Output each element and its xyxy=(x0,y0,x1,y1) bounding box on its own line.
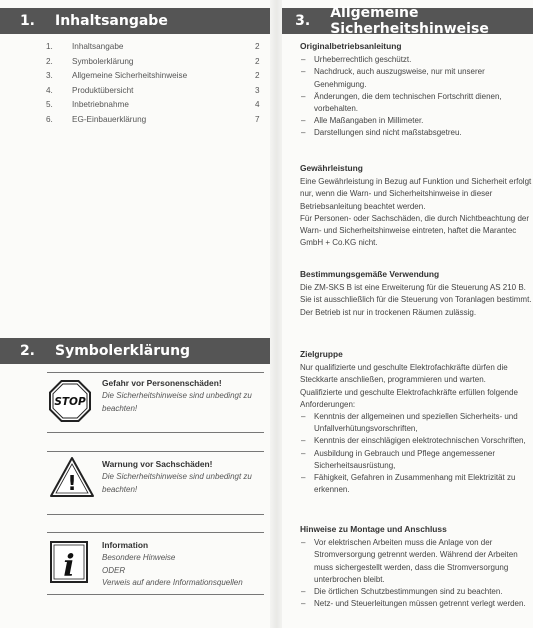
bullet-item: – Urheberrechtlich geschützt. xyxy=(300,54,533,66)
toc-number: 1. xyxy=(46,42,53,51)
section-title: Allgemeine Sicherheitshinweise xyxy=(330,5,489,37)
block-title: Zielgruppe xyxy=(300,349,343,359)
bullet-item: – Darstellungen sind nicht maßstabsgetreu. xyxy=(300,127,533,139)
toc-number: 4. xyxy=(46,85,53,95)
symbol-stop xyxy=(47,372,264,436)
symbol-line: Die Sicherheitshinweise sind unbedingt zu xyxy=(102,472,252,481)
divider xyxy=(47,432,264,433)
block-title: Hinweise zu Montage und Anschluss xyxy=(300,524,447,534)
toc-number: 3. xyxy=(46,71,53,80)
toc-number: 5. xyxy=(46,100,53,109)
section-number: 2. xyxy=(19,343,35,359)
divider xyxy=(47,594,264,595)
block-originalbetriebsanleitung xyxy=(300,40,533,140)
bullet-item: – Kenntnis der einschlägigen elektrotechnischen Vorschriften, xyxy=(300,435,533,447)
toc-row[interactable] xyxy=(0,86,270,101)
toc-label: Produktübersicht xyxy=(72,85,134,95)
paragraph: Der Betrieb ist nur in trockenen Räumen zulässig. xyxy=(300,307,477,317)
bullet-item: – Die örtlichen Schutzbestimmungen sind zu beachten. xyxy=(300,586,533,598)
toc-row[interactable] xyxy=(0,57,270,72)
stop-sign-text: STOP xyxy=(54,396,86,408)
bullet-item: – Nachdruck, auch auszugsweise, nur mit unserer Genehmigung. xyxy=(300,66,533,90)
section-title: Inhaltsangabe xyxy=(55,13,168,29)
toc-label: Symbolerklärung xyxy=(72,56,134,66)
symbol-title: Warnung vor Sachschäden! xyxy=(102,459,213,469)
symbol-line: beachten! xyxy=(102,403,138,413)
toc-page: 7 xyxy=(255,114,260,124)
page-gutter xyxy=(270,0,282,628)
symbol-line: Die Sicherheitshinweise sind unbedingt zu xyxy=(102,391,252,400)
info-icon xyxy=(49,540,89,584)
section-heading-toc xyxy=(0,8,270,34)
toc-number: 2. xyxy=(46,56,53,66)
bullet-item: – Ausbildung in Gebrauch und Pflege angemessener Sicherheitsausrüstung, xyxy=(300,448,533,472)
paragraph: Qualifizierte und geschulte Elektrofachkräfte erfüllen folgende Anforderungen: xyxy=(300,387,518,409)
symbol-title: Information xyxy=(102,540,149,550)
divider xyxy=(47,372,264,373)
bullet-item: – Änderungen, die dem technischen Fortschritt dienen, vorbehalten. xyxy=(300,91,533,115)
block-title: Bestimmungsgemäße Verwendung xyxy=(300,269,440,279)
section-heading-safety xyxy=(282,5,533,37)
warning-mark: ! xyxy=(67,471,77,495)
section-number: 3. xyxy=(295,13,311,29)
bullet-item: – Alle Maßangaben in Millimeter. xyxy=(300,115,533,127)
toc-row[interactable] xyxy=(0,115,270,130)
symbol-line: Verweis auf andere Informationsquellen xyxy=(102,578,243,587)
divider xyxy=(47,451,264,452)
block-montage xyxy=(300,523,533,610)
block-title: Gewährleistung xyxy=(300,163,363,173)
symbol-information xyxy=(47,532,264,604)
right-column xyxy=(282,0,533,628)
divider xyxy=(47,532,264,533)
paragraph: Für Personen- oder Sachschäden, die durch Nichtbeachtung der Warn- und Sicherheitshinweise eintreten, haftet die Marantec GmbH + Co.KG nicht. xyxy=(300,213,530,248)
toc-number: 6. xyxy=(46,114,53,124)
section-number: 1. xyxy=(19,13,35,29)
toc-page: 2 xyxy=(255,42,260,51)
bullet-item: – Vor elektrischen Arbeiten muss die Anlage von der Stromversorgung getrennt werden. Während der Arbeiten muss sichergestellt werden, dass die Stromversorgung unterbrochen bleibt. xyxy=(300,537,533,586)
bullet-item: – Netz- und Steuerleitungen müssen getrennt verlegt werden. xyxy=(300,598,533,610)
toc-row[interactable] xyxy=(0,42,270,57)
toc-label: Inbetriebnahme xyxy=(72,100,129,109)
bullet-item: – Kenntnis der allgemeinen und speziellen Sicherheits- und Unfallverhütungsvorschriften, xyxy=(300,411,533,435)
toc-page: 3 xyxy=(255,85,260,95)
symbol-line: beachten! xyxy=(102,484,138,494)
stop-sign-icon xyxy=(49,380,91,422)
block-title: Originalbetriebsanleitung xyxy=(300,41,402,51)
table-of-contents xyxy=(0,42,270,129)
symbol-text xyxy=(102,471,262,496)
section-heading-symbols xyxy=(0,338,270,364)
toc-page: 4 xyxy=(255,100,260,109)
block-zielgruppe xyxy=(300,348,533,496)
bullet-item: – Fähigkeit, Gefahren in Zusammenhang mit Elektrizität zu erkennen. xyxy=(300,472,533,496)
symbol-line: Besondere Hinweise xyxy=(102,553,176,562)
info-letter: i xyxy=(63,549,75,584)
toc-label: Allgemeine Sicherheitshinweise xyxy=(72,71,188,80)
section-title: Symbolerklärung xyxy=(55,343,191,359)
symbol-warning xyxy=(47,451,264,519)
toc-page: 2 xyxy=(255,71,260,80)
divider xyxy=(47,514,264,515)
symbol-text xyxy=(102,552,262,590)
block-bestimmung xyxy=(300,268,533,319)
toc-label: Inhaltsangabe xyxy=(72,42,124,51)
paragraph: Nur qualifizierte und geschulte Elektrofachkräfte dürfen die Steckkarte anschließen, programmieren und warten. xyxy=(300,363,508,385)
symbol-title: Gefahr vor Personenschäden! xyxy=(102,378,222,388)
warning-triangle-icon xyxy=(49,456,95,498)
toc-page: 2 xyxy=(255,56,260,66)
toc-label: EG-Einbauerklärung xyxy=(72,114,147,124)
symbol-line: ODER xyxy=(102,565,126,575)
block-gewaehrleistung xyxy=(300,162,533,249)
toc-row[interactable] xyxy=(0,71,270,86)
paragraph: Eine Gewährleistung in Bezug auf Funktion und Sicherheit erfolgt nur, wenn die Warn- und Sicherheitshinweise in dieser Betriebsanleitung beachtet werden. xyxy=(300,177,532,211)
toc-row[interactable] xyxy=(0,100,270,115)
paragraph: Die ZM-SKS B ist eine Erweiterung für die Steuerung AS 210 B. Sie ist ausschließlich für die Steuerung von Toranlagen bestimmt. xyxy=(300,283,532,305)
symbol-text xyxy=(102,390,262,415)
